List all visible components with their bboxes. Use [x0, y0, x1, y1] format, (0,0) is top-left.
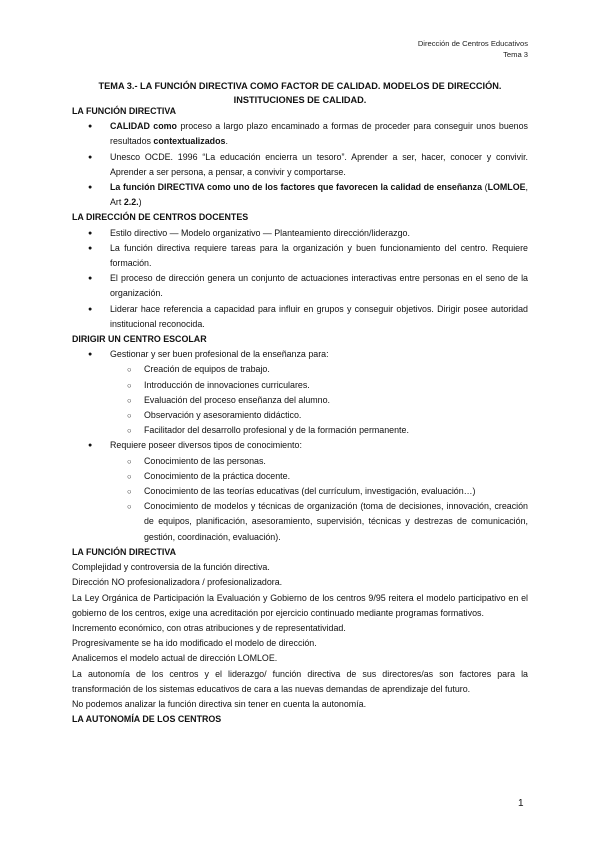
group-label: Gestionar y ser buen profesional de la enseñanza para:	[110, 349, 329, 360]
sub-list-item: ○ Conocimiento de las teorías educativas (del currículum, investigación, evaluación…)	[110, 484, 528, 499]
paragraph: Incremento económico, con otras atribuciones y de representatividad.	[72, 622, 346, 633]
document-title	[80, 79, 520, 107]
sub-list-item: ○ Observación y asesoramiento didáctico.	[110, 408, 528, 423]
section-heading-funcion-directiva-2: LA FUNCIÓN DIRECTIVA	[72, 546, 177, 557]
section-heading-autonomia: LA AUTONOMÍA DE LOS CENTROS	[72, 714, 222, 725]
sub-list-item: ○ Evaluación del proceso enseñanza del alumno.	[110, 393, 528, 408]
list-item	[72, 119, 528, 149]
list-item: ● Estilo directivo — Modelo organizativo — Planteamiento dirección/liderazgo.	[72, 226, 528, 241]
text: (	[482, 182, 488, 193]
bold-text: contextualizados	[153, 136, 226, 147]
page-header	[418, 38, 528, 60]
paragraph: La Ley Orgánica de Participación la Evaluación y Gobierno de los centros 9/95 reitera el modelo participativo en el gobierno de los centros, exige una acreditación por ejercicio continuado mediante programas formativos.	[72, 592, 528, 618]
sub-list-item: ○ Conocimiento de las personas.	[110, 454, 528, 469]
sub-list-item: ○ Conocimiento de la práctica docente.	[110, 469, 528, 484]
section-heading-direccion-centros: LA DIRECCIÓN DE CENTROS DOCENTES	[72, 212, 249, 223]
text: proceso a largo plazo encaminado a formas de proceder para conseguir unos buenos resultados	[110, 121, 528, 147]
header-course: Dirección de Centros Educativos	[417, 39, 528, 48]
page-number: 1	[518, 798, 524, 809]
paragraph: Analicemos el modelo actual de dirección LOMLOE.	[72, 653, 278, 664]
paragraph: No podemos analizar la función directiva sin tener en cuenta la autonomía.	[72, 698, 367, 709]
paragraph: La autonomía de los centros y el liderazgo/ función directiva de sus directores/as son factores para la transformación de los sistemas educativos de cara a las nuevas demandas de aprendizaje del futuro.	[72, 668, 528, 694]
header-topic: Tema 3	[503, 50, 528, 59]
paragraph: Progresivamente se ha ido modificado el modelo de dirección.	[72, 638, 317, 649]
bold-text: LOMLOE	[487, 182, 526, 193]
sub-list-conocimiento	[110, 454, 528, 545]
list-item: ● El proceso de dirección genera un conjunto de actuaciones interactivas entre personas en el seno de la organización.	[72, 271, 528, 301]
bullet-list-dirigir	[72, 347, 528, 545]
list-item: ● Unesco OCDE. 1996 “La educación encierra un tesoro”. Aprender a ser, hacer, conocer y convivir. Aprender a ser persona, a pensar, a convivir y comportarse.	[72, 150, 528, 180]
title-line-2: INSTITUCIONES DE CALIDAD.	[233, 95, 367, 105]
bold-text: La función DIRECTIVA como uno de los factores que favorecen la calidad de enseñanza	[110, 182, 483, 193]
sub-list-gestionar	[110, 362, 528, 438]
text: )	[138, 197, 142, 208]
sub-list-item: ○ Creación de equipos de trabajo.	[110, 362, 528, 377]
paragraph: Dirección NO profesionalizadora / profesionalizadora.	[72, 577, 283, 588]
bold-text: 2.2.	[123, 197, 139, 208]
sub-list-item: ○ Conocimiento de modelos y técnicas de organización (toma de decisiones, innovación, creación de equipos, planificación, asesoramiento, supervisión, técnicas y destrezas de comunicación, gestión, coordinación, evaluación).	[110, 499, 528, 545]
section-heading-funcion-directiva: LA FUNCIÓN DIRECTIVA	[72, 106, 177, 116]
list-item: ● La función directiva requiere tareas para la organización y buen funcionamiento del centro. Requiere formación.	[72, 241, 528, 271]
title-line-1: TEMA 3.- LA FUNCIÓN DIRECTIVA COMO FACTOR DE CALIDAD. MODELOS DE DIRECCIÓN.	[98, 81, 502, 91]
sub-list-item: ○ Facilitador del desarrollo profesional y de la formación permanente.	[110, 423, 528, 438]
group-label: Requiere poseer diversos tipos de conocimiento:	[110, 440, 302, 451]
list-item	[72, 347, 528, 438]
list-item: ● Liderar hace referencia a capacidad para influir en grupos y conseguir objetivos. Dirigir posee autoridad institucional reconocida.	[72, 302, 528, 332]
paragraph: Complejidad y controversia de la función directiva.	[72, 562, 270, 573]
list-item	[72, 180, 528, 210]
bold-text: CALIDAD como	[110, 121, 177, 132]
list-item	[72, 438, 528, 544]
document-body	[72, 104, 528, 727]
section-heading-dirigir-centro: DIRIGIR UN CENTRO ESCOLAR	[72, 334, 207, 345]
text: .	[225, 136, 228, 147]
bullet-list-calidad	[72, 119, 528, 210]
bullet-list-direccion	[72, 226, 528, 332]
text: , Art	[110, 182, 529, 208]
sub-list-item: ○ Introducción de innovaciones curriculares.	[110, 378, 528, 393]
